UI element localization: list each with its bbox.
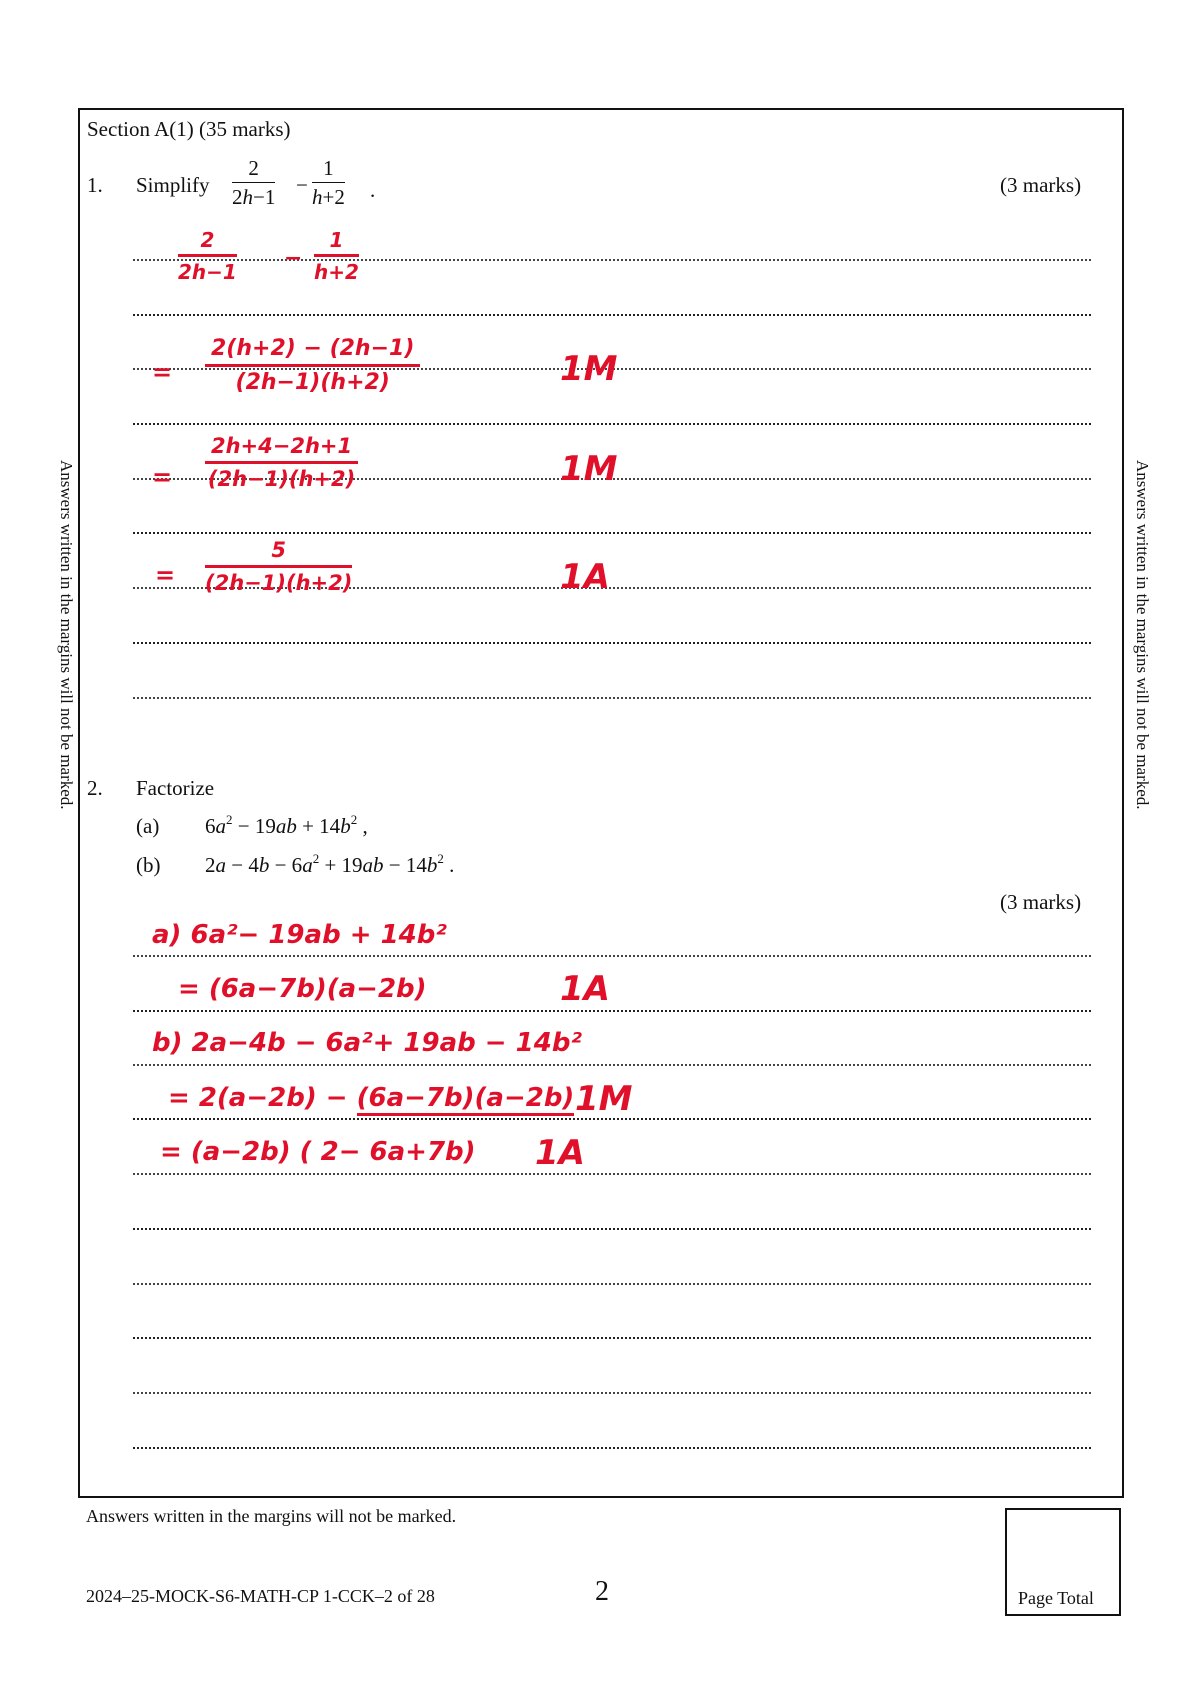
mark-q1-1m-a: 1M: [560, 349, 618, 389]
answer-line: [133, 642, 1091, 644]
q2-prompt: Factorize: [136, 776, 215, 800]
mark-q1-1m-b: 1M: [560, 449, 618, 489]
answer-line: [133, 1228, 1091, 1230]
hw-q1-eq-1: =: [152, 358, 173, 386]
answer-line: [133, 1392, 1091, 1394]
answer-line: [133, 955, 1091, 957]
hw-q2-b-line-1: b) 2a−4b − 6a²+ 19ab − 14b²: [152, 1028, 582, 1058]
q2-part-a-expression: $6a^2 - 19ab + 14b^2$ ,: [205, 812, 368, 838]
hw-q1-frac-b: 1 h+2: [314, 228, 359, 284]
mark-q2-1a-b: 1A: [535, 1133, 585, 1173]
hw-q2-a-line-2: = (6a−7b)(a−2b): [178, 974, 427, 1004]
hw-q1-eq-3: =: [155, 561, 176, 589]
answer-line: [133, 1447, 1091, 1449]
page-number: 2: [595, 1576, 609, 1607]
answer-line: [133, 1173, 1091, 1175]
answer-line: [133, 697, 1091, 699]
q2-number: 2.: [87, 776, 103, 800]
left-margin-note: Answers written in the margins will not be marked.: [57, 460, 76, 810]
hw-q1-eq-2: =: [152, 463, 173, 491]
q2-marks: (3 marks): [1000, 890, 1082, 914]
hw-q2-b-line-3: = (a−2b) ( 2− 6a+7b): [160, 1137, 476, 1167]
answer-line: [133, 423, 1091, 425]
hw-q2-a-line-1: a) 6a²− 19ab + 14b²: [152, 920, 447, 950]
q1-fraction-2: $\frac{1}{h+2}$: [312, 156, 345, 209]
answer-area-frame: [78, 108, 1124, 1498]
answer-line: [133, 259, 1091, 261]
answer-line: [133, 314, 1091, 316]
page-total-label: Page Total: [1018, 1588, 1094, 1608]
q1-minus: −: [296, 173, 308, 197]
footer-margin-note: Answers written in the margins will not be marked.: [86, 1506, 457, 1526]
hw-q1-step-2: 2h+4−2h+1 (2h−1)(h+2): [205, 436, 358, 490]
mark-q2-1a-a: 1A: [560, 969, 610, 1009]
q1-fraction-1: $\frac{2}{2h-1}$: [232, 156, 276, 209]
q2-part-b-label: (b): [136, 853, 161, 877]
q2-part-a-label: (a): [136, 814, 160, 838]
hw-q1-frac-a: 2 2h−1: [178, 228, 237, 284]
answer-line: [133, 1064, 1091, 1066]
mark-q2-1m: 1M: [575, 1079, 633, 1119]
answer-line: [133, 532, 1091, 534]
hw-q1-step-1: 2(h+2) − (2h−1) (2h−1)(h+2): [205, 338, 420, 394]
q2-part-b-expression: $2a - 4b - 6a^2 + 19ab - 14b^2$ .: [205, 851, 455, 877]
q1-period: .: [370, 178, 376, 202]
q1-number: 1.: [87, 173, 103, 197]
answer-line: [133, 1337, 1091, 1339]
section-title: Section A(1) (35 marks): [87, 117, 291, 141]
hw-q1-minus: −: [284, 246, 303, 271]
q1-prompt: Simplify: [136, 173, 210, 197]
answer-line: [133, 1010, 1091, 1012]
right-margin-note: Answers written in the margins will not be marked.: [1133, 460, 1152, 810]
mark-q1-1a: 1A: [560, 557, 610, 597]
hw-q2-b-line-2: = 2(a−2b) − (6a−7b)(a−2b): [168, 1085, 574, 1111]
answer-line: [133, 1283, 1091, 1285]
paper-code: 2024–25-MOCK-S6-MATH-CP 1-CCK–2 of 28: [86, 1586, 435, 1606]
hw-q1-step-3: 5 (2h−1)(h+2): [205, 538, 353, 595]
q1-marks: (3 marks): [1000, 173, 1082, 197]
